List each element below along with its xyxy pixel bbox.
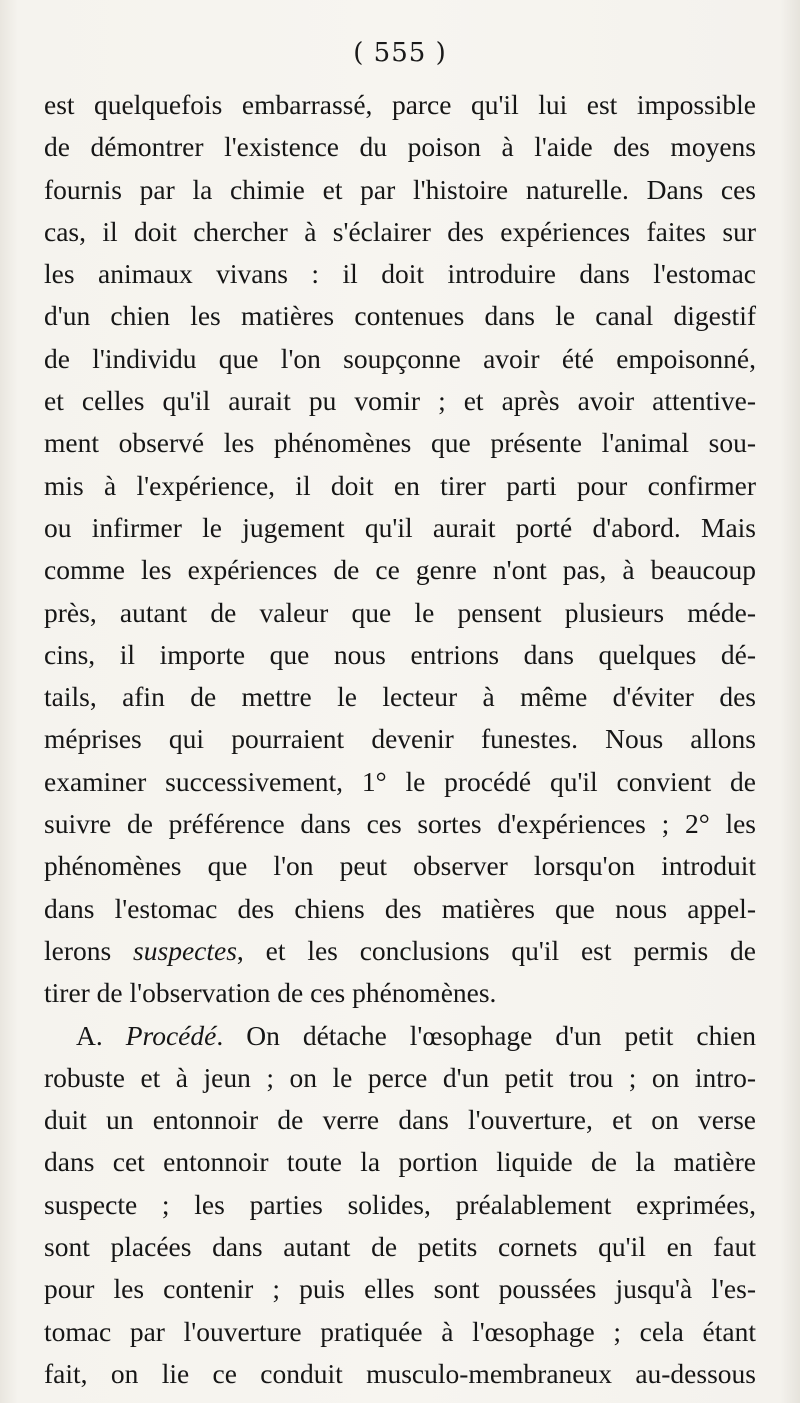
paragraph-2 xyxy=(44,1015,756,1396)
text-line: les animaux vivans : il doit introduire dans l'estomac xyxy=(44,258,756,290)
italic-term: suspectes xyxy=(133,934,237,966)
text-line: phénomènes que l'on peut observer lorsqu'on introduit xyxy=(44,850,756,882)
paragraph-1 xyxy=(44,84,756,1015)
text-line: de l'individu que l'on soupçonne avoir été empoisonné, xyxy=(44,342,756,374)
text-line: méprises qui pourraient devenir funestes. Nous allons xyxy=(44,723,756,755)
text-line: fournis par la chimie et par l'histoire naturelle. Dans ces xyxy=(44,173,756,205)
text-line: ou infirmer le jugement qu'il aurait porté d'abord. Mais xyxy=(44,511,756,543)
text-line: et celles qu'il aurait pu vomir ; et après avoir attentive- xyxy=(44,385,756,417)
text-line: dans cet entonnoir toute la portion liquide de la matière xyxy=(44,1146,756,1178)
text-line: près, autant de valeur que le pensent plusieurs méde- xyxy=(44,596,756,628)
text-line xyxy=(44,1015,756,1057)
text-run: lerons xyxy=(44,934,134,966)
section-label: A. xyxy=(76,1019,126,1051)
text-line: tirer de l'observation de ces phénomènes. xyxy=(44,977,497,1009)
text-line: cins, il importe que nous entrions dans quelques dé- xyxy=(44,638,756,670)
text-line: est quelquefois embarrassé, parce qu'il lui est impossible xyxy=(44,89,756,120)
page-body xyxy=(44,84,756,1395)
text-line: cas, il doit chercher à s'éclairer des expériences faites sur xyxy=(44,215,756,247)
text-line: tomac par l'ouverture pratiquée à l'œsophage ; cela étant xyxy=(44,1315,756,1347)
text-line xyxy=(44,930,756,972)
text-line: mis à l'expérience, il doit en tirer parti pour confirmer xyxy=(44,469,756,501)
text-line: fait, on lie ce conduit musculo-membraneux au-dessous xyxy=(44,1357,756,1389)
text-line: examiner successivement, 1° le procédé qu'il convient de xyxy=(44,765,756,797)
text-line: comme les expériences de ce genre n'ont pas, à beaucoup xyxy=(44,554,756,586)
text-line: de démontrer l'existence du poison à l'aide des moyens xyxy=(44,131,756,163)
text-line: sont placées dans autant de petits cornets qu'il en faut xyxy=(44,1231,756,1263)
text-line: suivre de préférence dans ces sortes d'expériences ; 2° les xyxy=(44,808,756,840)
text-line: ment observé les phénomènes que présente l'animal sou- xyxy=(44,427,756,459)
text-line: robuste et à jeun ; on le perce d'un petit trou ; on intro- xyxy=(44,1061,756,1093)
text-line: dans l'estomac des chiens des matières que nous appel- xyxy=(44,892,756,924)
text-line: tails, afin de mettre le lecteur à même d'éviter des xyxy=(44,681,756,713)
text-run: , et les conclusions qu'il est permis de xyxy=(236,934,756,966)
text-line: d'un chien les matières contenues dans le canal digestif xyxy=(44,300,756,332)
text-run: . On détache l'œsophage d'un petit chien xyxy=(216,1019,756,1051)
page-number: ( 555 ) xyxy=(353,38,447,68)
section-heading-italic: Procédé xyxy=(125,1019,217,1051)
text-line: suspecte ; les parties solides, préalablement exprimées, xyxy=(44,1188,756,1220)
text-line: duit un entonnoir de verre dans l'ouverture, et on verse xyxy=(44,1104,756,1136)
text-line: pour les contenir ; puis elles sont poussées jusqu'à l'es- xyxy=(44,1273,756,1305)
